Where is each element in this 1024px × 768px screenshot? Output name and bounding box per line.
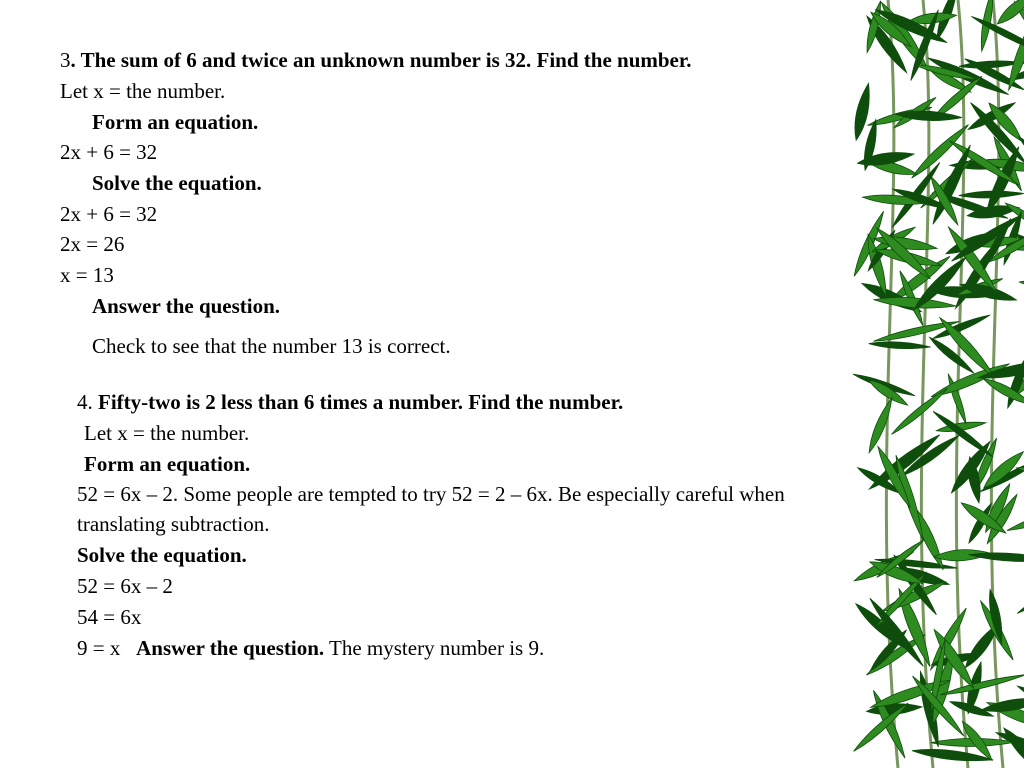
bamboo-leaf [865, 396, 896, 454]
bamboo-leaf [868, 340, 930, 350]
problem-3-check-line: Check to see that the number 13 is correct. [92, 334, 451, 358]
problem-3-answer-heading: Answer the question. [92, 294, 281, 318]
problem-4-step: 54 = 6x [77, 605, 142, 629]
bamboo-leaves-decoration [848, 0, 1024, 768]
bamboo-leaf [940, 672, 1024, 698]
problem-3-equation: 2x + 6 = 32 [60, 140, 158, 164]
bamboo-leaf [994, 0, 1024, 28]
problem-3-step: 2x = 26 [60, 232, 125, 256]
problem-3-title-text: . The sum of 6 and twice an unknown number is 32. Find the number. [70, 48, 692, 72]
problem-4-form-heading: Form an equation. [84, 452, 251, 476]
problem-4-title-text: Fifty-two is 2 less than 6 times a number. Find the number. [98, 390, 624, 414]
problem-3-title [60, 48, 692, 72]
problem-3-step: x = 13 [60, 263, 114, 287]
problem-4-number: 4. [77, 390, 98, 414]
problem-3-number: 3 [60, 48, 71, 72]
problem-4-equation-note: 52 = 6x – 2. Some people are tempted to try 52 = 2 – 6x. Be especially careful when translating subtraction. [77, 482, 785, 536]
bamboo-leaf [1019, 277, 1024, 295]
problem-3-solve-heading: Solve the equation. [92, 171, 262, 195]
problem-3-let-line: Let x = the number. [60, 79, 226, 103]
problem-4-final-line [77, 636, 544, 660]
problem-3-form-heading: Form an equation. [92, 110, 259, 134]
bamboo-leaf [959, 190, 1024, 199]
bamboo-leaf [1015, 565, 1024, 617]
problem-4-title [77, 390, 623, 414]
problem-4-solve-heading: Solve the equation. [77, 543, 247, 567]
problem-4-let-line: Let x = the number. [84, 421, 250, 445]
problem-4-final-step: 9 = x [77, 636, 121, 660]
problem-4-answer-text: The mystery number is 9. [324, 636, 545, 660]
problem-3-step: 2x + 6 = 32 [60, 202, 158, 226]
problem-4-answer-heading: Answer the question. [136, 636, 325, 660]
problem-4-step: 52 = 6x – 2 [77, 574, 173, 598]
